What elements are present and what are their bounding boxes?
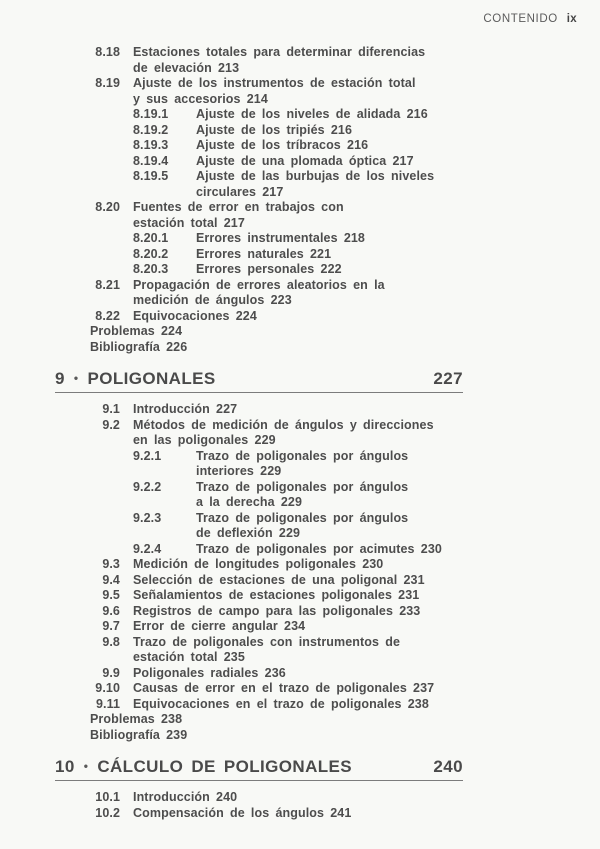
toc-entry xyxy=(63,107,600,123)
toc-entry-text xyxy=(90,728,187,744)
toc-entry-number: 9.7 xyxy=(102,619,120,633)
toc-chapter xyxy=(0,756,600,821)
toc-entry xyxy=(63,806,600,822)
toc-entry-number: 9.11 xyxy=(95,696,120,711)
toc-entry-text xyxy=(133,790,237,806)
toc-entry xyxy=(63,76,600,107)
toc-entry-number: 8.19.2 xyxy=(133,122,169,137)
toc-entry-text xyxy=(196,231,365,247)
toc-entry xyxy=(63,635,600,666)
toc-entry-number: 8.19.1 xyxy=(133,107,169,121)
toc-entry-text xyxy=(133,200,344,231)
toc-entry xyxy=(63,169,600,200)
toc-entry xyxy=(63,712,600,728)
toc-entry-number: 10.1 xyxy=(95,790,120,804)
toc-entry xyxy=(63,480,600,511)
toc-entry-text xyxy=(196,542,442,558)
chapter-heading xyxy=(55,368,463,389)
toc-entry xyxy=(63,278,600,309)
toc-entry-line: Problemas 238 xyxy=(90,712,183,726)
toc-entry-number: 8.22 xyxy=(95,308,120,323)
toc-chapter xyxy=(0,368,600,743)
toc-entry-line: Métodos de medición de ángulos y direcciones xyxy=(133,417,434,432)
toc-entry-line: Estaciones totales para determinar diferencias xyxy=(133,45,426,59)
toc-entry xyxy=(63,324,600,340)
chapter-rule xyxy=(55,780,463,781)
toc-entry-line: Poligonales radiales 236 xyxy=(133,665,286,680)
toc-entry-text xyxy=(133,418,434,449)
chapter-entries xyxy=(0,790,600,821)
toc-entry-line: Señalamientos de estaciones poligonales 231 xyxy=(133,588,420,602)
toc-entry-text xyxy=(196,138,368,154)
chapter-page-number: 227 xyxy=(433,369,463,388)
toc-entry xyxy=(63,340,600,356)
toc-entry-text xyxy=(133,76,416,107)
toc-entry-text xyxy=(133,666,286,682)
toc-entry-text xyxy=(196,107,428,123)
toc-entry-line: y sus accesorios 214 xyxy=(133,91,268,106)
toc-entry-number: 8.19.4 xyxy=(133,153,169,168)
toc-entry-line: estación total 217 xyxy=(133,215,245,230)
chapter-heading xyxy=(55,756,463,777)
running-head xyxy=(483,13,577,25)
toc-entry-line: de deflexión 229 xyxy=(196,526,301,540)
chapter-rule xyxy=(55,392,463,393)
chapter-entries xyxy=(0,45,600,355)
toc-entry-line: medición de ángulos 223 xyxy=(133,293,292,307)
toc-entry xyxy=(63,262,600,278)
toc-entry-text xyxy=(196,262,342,278)
toc-entry-number: 9.8 xyxy=(102,634,120,649)
toc-entry-text xyxy=(196,169,434,200)
toc-entry-line: Error de cierre angular 234 xyxy=(133,619,306,633)
toc-entry-number: 9.10 xyxy=(95,681,120,695)
toc-entry-text xyxy=(196,449,408,480)
toc-entry-text xyxy=(90,340,187,356)
toc-entry-text xyxy=(133,619,305,635)
toc-entry-line: Errores naturales 221 xyxy=(196,246,332,261)
toc-entry xyxy=(63,200,600,231)
toc-entry-line: Trazo de poligonales por acimutes 230 xyxy=(196,541,442,556)
toc-entry-text xyxy=(133,681,434,697)
toc-entry-text xyxy=(196,154,414,170)
toc-entry-text xyxy=(133,806,351,822)
toc-entry-line: Bibliografía 226 xyxy=(90,339,188,354)
toc-entry-number: 9.2.1 xyxy=(133,448,162,463)
toc-entry-line: de elevación 213 xyxy=(133,60,240,75)
toc-entry xyxy=(63,542,600,558)
toc-entry-line: Errores personales 222 xyxy=(196,262,342,276)
toc-entry-number: 9.2.4 xyxy=(133,541,162,556)
table-of-contents xyxy=(0,45,600,821)
bullet-separator-icon: • xyxy=(83,759,89,773)
toc-entry xyxy=(63,557,600,573)
toc-entry-number: 8.19 xyxy=(95,76,120,90)
toc-entry xyxy=(63,123,600,139)
chapter-entries xyxy=(0,402,600,743)
toc-entry xyxy=(63,138,600,154)
toc-entry-number: 8.20.2 xyxy=(133,246,169,261)
toc-entry-text xyxy=(133,588,419,604)
toc-entry xyxy=(63,231,600,247)
toc-entry-line: Ajuste de una plomada óptica 217 xyxy=(196,153,414,168)
toc-entry-text xyxy=(196,511,408,542)
chapter-number: 9 xyxy=(55,369,65,388)
toc-entry xyxy=(63,728,600,744)
toc-entry xyxy=(63,511,600,542)
toc-entry-line: Trazo de poligonales por ángulos xyxy=(196,479,409,494)
toc-entry-number: 9.2 xyxy=(102,417,120,432)
toc-entry-text xyxy=(133,309,257,325)
toc-entry-line: Trazo de poligonales por ángulos xyxy=(196,510,409,525)
toc-entry xyxy=(63,154,600,170)
toc-entry-text xyxy=(196,480,408,511)
page-folio: ix xyxy=(566,13,577,25)
toc-entry-number: 8.18 xyxy=(95,45,120,59)
chapter-title: POLIGONALES xyxy=(87,369,216,388)
toc-entry xyxy=(63,247,600,263)
chapter-title: CÁLCULO DE POLIGONALES xyxy=(97,757,353,776)
toc-entry xyxy=(63,588,600,604)
toc-entry-number: 9.6 xyxy=(102,603,120,618)
toc-entry-line: Selección de estaciones de una poligonal 231 xyxy=(133,572,425,587)
toc-entry xyxy=(63,697,600,713)
toc-entry-line: Ajuste de los niveles de alidada 216 xyxy=(196,107,428,121)
toc-entry-line: Medición de longitudes poligonales 230 xyxy=(133,557,384,571)
toc-entry-text xyxy=(196,247,331,263)
toc-entry xyxy=(63,418,600,449)
toc-entry-number: 9.2.3 xyxy=(133,510,162,525)
toc-entry-number: 9.2.2 xyxy=(133,479,162,494)
toc-entry-line: interiores 229 xyxy=(196,464,282,478)
toc-entry-line: Equivocaciones 224 xyxy=(133,308,257,323)
toc-entry-line: Registros de campo para las poligonales 233 xyxy=(133,603,421,618)
toc-entry xyxy=(63,666,600,682)
toc-entry-line: Ajuste de los tríbracos 216 xyxy=(196,138,369,152)
toc-entry-line: Fuentes de error en trabajos con xyxy=(133,200,344,214)
toc-entry-line: Problemas 224 xyxy=(90,324,183,338)
toc-entry-number: 8.19.5 xyxy=(133,169,169,183)
toc-entry-number: 8.20 xyxy=(95,200,120,214)
toc-entry-line: Causas de error en el trazo de poligonales 237 xyxy=(133,681,435,695)
toc-entry-number: 9.4 xyxy=(102,572,120,587)
toc-entry xyxy=(63,449,600,480)
toc-entry-line: Equivocaciones en el trazo de poligonales 238 xyxy=(133,696,429,711)
toc-entry-number: 10.2 xyxy=(95,805,120,820)
toc-entry-line: en las poligonales 229 xyxy=(133,433,276,447)
toc-entry-line: Propagación de errores aleatorios en la xyxy=(133,277,385,292)
toc-entry-text xyxy=(133,557,383,573)
bullet-separator-icon: • xyxy=(73,371,79,385)
toc-entry-line: Compensación de los ángulos 241 xyxy=(133,805,352,820)
toc-entry xyxy=(63,45,600,76)
toc-entry-text xyxy=(196,123,352,139)
toc-entry-line: Ajuste de los instrumentos de estación total xyxy=(133,76,416,90)
toc-entry-number: 8.20.1 xyxy=(133,231,169,245)
toc-entry xyxy=(63,604,600,620)
toc-entry xyxy=(63,309,600,325)
toc-entry xyxy=(63,681,600,697)
toc-entry-text xyxy=(133,45,425,76)
toc-entry xyxy=(63,619,600,635)
toc-entry-text xyxy=(133,402,237,418)
toc-entry-line: Trazo de poligonales por ángulos xyxy=(196,448,409,463)
chapter-number: 10 xyxy=(55,757,75,776)
toc-entry-text xyxy=(133,573,425,589)
toc-chapter xyxy=(0,45,600,355)
toc-entry-line: Ajuste de los tripiés 216 xyxy=(196,122,353,137)
toc-entry-text xyxy=(133,697,429,713)
toc-entry-text xyxy=(133,635,400,666)
toc-entry-number: 8.21 xyxy=(95,277,120,292)
toc-entry-number: 9.3 xyxy=(102,557,120,571)
toc-entry xyxy=(63,790,600,806)
toc-entry-text xyxy=(133,278,385,309)
toc-entry xyxy=(63,402,600,418)
chapter-page-number: 240 xyxy=(433,757,463,776)
toc-entry-number: 9.9 xyxy=(102,665,120,680)
toc-entry-line: Introducción 240 xyxy=(133,790,238,804)
toc-entry-line: Errores instrumentales 218 xyxy=(196,231,365,245)
toc-entry-line: circulares 217 xyxy=(196,184,284,199)
toc-entry-number: 8.19.3 xyxy=(133,138,169,152)
toc-entry xyxy=(63,573,600,589)
toc-entry-number: 9.1 xyxy=(102,402,120,416)
toc-entry-number: 9.5 xyxy=(102,588,120,602)
toc-entry-line: estación total 235 xyxy=(133,650,245,664)
toc-entry-line: Ajuste de las burbujas de los niveles xyxy=(196,169,435,183)
toc-entry-line: Bibliografía 239 xyxy=(90,727,188,742)
toc-entry-text xyxy=(90,712,182,728)
toc-entry-line: Trazo de poligonales con instrumentos de xyxy=(133,634,401,649)
running-head-label: CONTENIDO xyxy=(483,13,558,25)
toc-entry-text xyxy=(133,604,420,620)
toc-entry-line: a la derecha 229 xyxy=(196,495,302,509)
toc-entry-number: 8.20.3 xyxy=(133,262,169,276)
toc-entry-line: Introducción 227 xyxy=(133,402,238,416)
toc-entry-text xyxy=(90,324,182,340)
